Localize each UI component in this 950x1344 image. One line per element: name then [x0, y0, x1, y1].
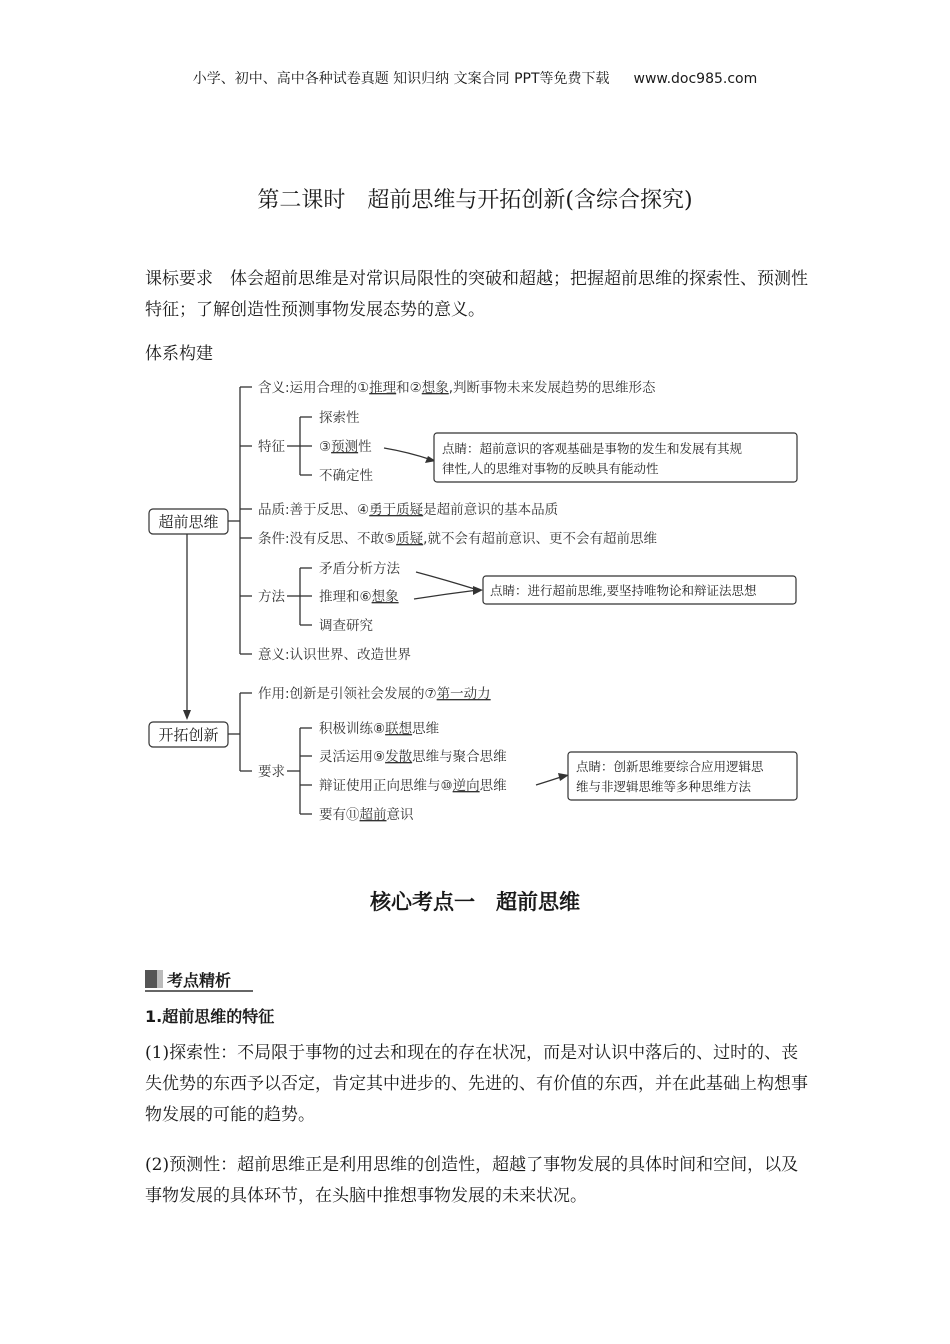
condition-branch: 条件:没有反思、不敢⑤质疑,就不会有超前意识、更不会有超前思维	[258, 531, 657, 547]
method-investigation: 调查研究	[319, 618, 373, 634]
demand-reverse: 辩证使用正向思维与⑩逆向思维	[319, 778, 507, 794]
tip-materialism: 点睛：进行超前思维,要坚持唯物论和辩证法思想	[490, 583, 757, 598]
header-left-text: 小学、初中、高中各种试卷真题 知识归纳 文案合同 PPT等免费下载	[192, 71, 610, 87]
lesson-title: 第二课时 超前思维与开拓创新(含综合探究)	[257, 188, 693, 213]
quality-branch: 品质:善于反思、④勇于质疑是超前意识的基本品质	[258, 502, 559, 518]
method-reasoning-imagination: 推理和⑥想象	[319, 589, 399, 605]
tip-innovative-thinking-line2: 维与非逻辑思维等多种思维方法	[576, 779, 752, 794]
root-node-innovation: 开拓创新	[158, 726, 219, 744]
header-site-link[interactable]: www.doc985.com	[633, 71, 758, 87]
curriculum-requirement	[145, 264, 810, 326]
feature-predictive: ③预测性	[319, 439, 372, 455]
root-node-advanced-thinking: 超前思维	[158, 513, 219, 531]
features-label: 特征	[258, 439, 285, 455]
tip-objective-basis-line2: 律性,人的思维对事物的反映具有能动性	[442, 461, 659, 476]
method-contradiction-analysis: 矛盾分析方法	[319, 561, 400, 577]
section-marker-accent	[157, 970, 163, 988]
curriculum-text: 体会超前思维是对常识局限性的突破和超越；把握超前思维的探索性、预测性特征；了解创造性预测事物发展态势的意义。	[145, 269, 808, 320]
demand-advanced-awareness: 要有⑪超前意识	[319, 807, 414, 823]
demand-association: 积极训练⑧联想思维	[319, 721, 440, 737]
section-label-text: 考点精析	[167, 971, 232, 990]
curriculum-label: 课标要求	[145, 269, 213, 289]
page-header	[0, 68, 950, 88]
paragraph-exploratory: (1)探索性：不局限于事物的过去和现在的存在状况，而是对认识中落后的、过时的、丧失优势的东西予以否定，肯定其中进步的、先进的、有价值的东西，并在此基础上构想事物发展的可能的趋势。	[145, 1043, 808, 1125]
feature-exploratory: 探索性	[319, 410, 360, 426]
sub-title: 1.超前思维的特征	[145, 1007, 275, 1026]
significance-branch: 意义:认识世界、改造世界	[258, 647, 412, 663]
system-label: 体系构建	[145, 344, 213, 364]
feature-uncertain: 不确定性	[319, 468, 373, 484]
methods-label: 方法	[258, 589, 285, 605]
demand-divergent: 灵活运用⑨发散思维与聚合思维	[319, 749, 507, 765]
paragraph-predictive: (2)预测性：超前思维正是利用思维的创造性，超越了事物发展的具体时间和空间，以及事物发展的具体环节，在头脑中推想事物发展的未来状况。	[145, 1155, 799, 1206]
tip-objective-basis-line1: 点睛：超前意识的客观基础是事物的发生和发展有其规	[442, 441, 743, 456]
tip-innovative-thinking-line1: 点睛：创新思维要综合应用逻辑思	[576, 759, 764, 774]
section-underline	[145, 990, 253, 992]
meaning-branch: 含义:运用合理的①推理和②想象,判断事物未来发展趋势的思维形态	[258, 380, 656, 396]
core-point-title: 核心考点一 超前思维	[370, 890, 580, 914]
mind-map-diagram	[140, 372, 810, 834]
role-branch: 作用:创新是引领社会发展的⑦第一动力	[258, 686, 491, 702]
section-label	[145, 968, 257, 990]
demands-label: 要求	[258, 764, 285, 780]
